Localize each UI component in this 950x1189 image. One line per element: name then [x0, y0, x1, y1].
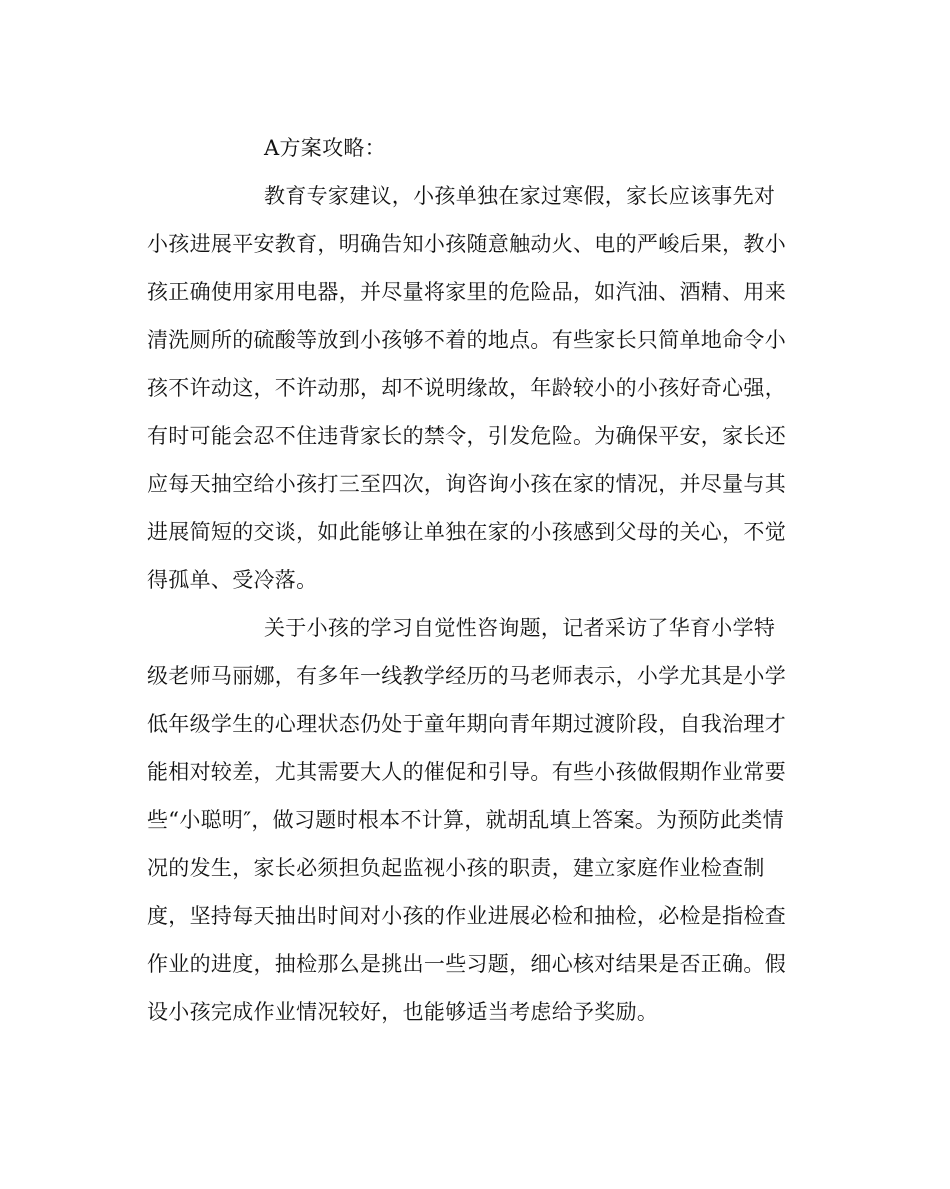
paragraph-1-line: 教育专家建议，小孩单独在家过寒假，家长应该事先对: [264, 184, 776, 208]
paragraph-1-line: 清洗厕所的硫酸等放到小孩够不着的地点。有些家长只简单地命令小: [147, 328, 786, 352]
paragraph-2-line: 些“小聪明″，做习题时根本不计算，就胡乱填上答案。为预防此类情: [147, 808, 784, 832]
paragraph-2-line: 况的发生，家长必须担负起监视小孩的职责，建立家庭作业检查制: [147, 856, 765, 880]
paragraph-1-line: 小孩进展平安教育，明确告知小孩随意触动火、电的严峻后果，教小: [147, 232, 786, 256]
paragraph-1-line: 孩不许动这，不许动那，却不说明缘故，年龄较小的小孩好奇心强，: [147, 376, 786, 400]
paragraph-1-line: 得孤单、受冷落。: [147, 568, 318, 592]
paragraph-2-line: 度，坚持每天抽出时间对小孩的作业进展必检和抽检，必检是指检查: [147, 904, 786, 928]
paragraph-2-line: 作业的进度，抽检那么是挑出一些习题，细心核对结果是否正确。假: [147, 952, 786, 976]
paragraph-1-line: 孩正确使用家用电器，并尽量将家里的危险品，如汽油、酒精、用来: [147, 280, 786, 304]
section-heading: A方案攻略：: [264, 136, 386, 160]
paragraph-2-line: 能相对较差，尤其需要大人的催促和引导。有些小孩做假期作业常要: [147, 760, 786, 784]
paragraph-1-line: 有时可能会忍不住违背家长的禁令，引发危险。为确保平安，家长还: [147, 424, 786, 448]
paragraph-1-line: 应每天抽空给小孩打三至四次，询咨询小孩在家的情况，并尽量与其: [147, 472, 786, 496]
paragraph-2-line: 低年级学生的心理状态仍处于童年期向青年期过渡阶段，自我治理才: [147, 712, 786, 736]
paragraph-2-line: 级老师马丽娜，有多年一线教学经历的马老师表示，小学尤其是小学: [147, 664, 786, 688]
paragraph-1-line: 进展简短的交谈，如此能够让单独在家的小孩感到父母的关心，不觉: [147, 520, 786, 544]
paragraph-2-line: 设小孩完成作业情况较好，也能够适当考虑给予奖励。: [147, 1000, 659, 1024]
paragraph-2-line: 关于小孩的学习自觉性咨询题，记者采访了华育小学特: [264, 616, 776, 640]
